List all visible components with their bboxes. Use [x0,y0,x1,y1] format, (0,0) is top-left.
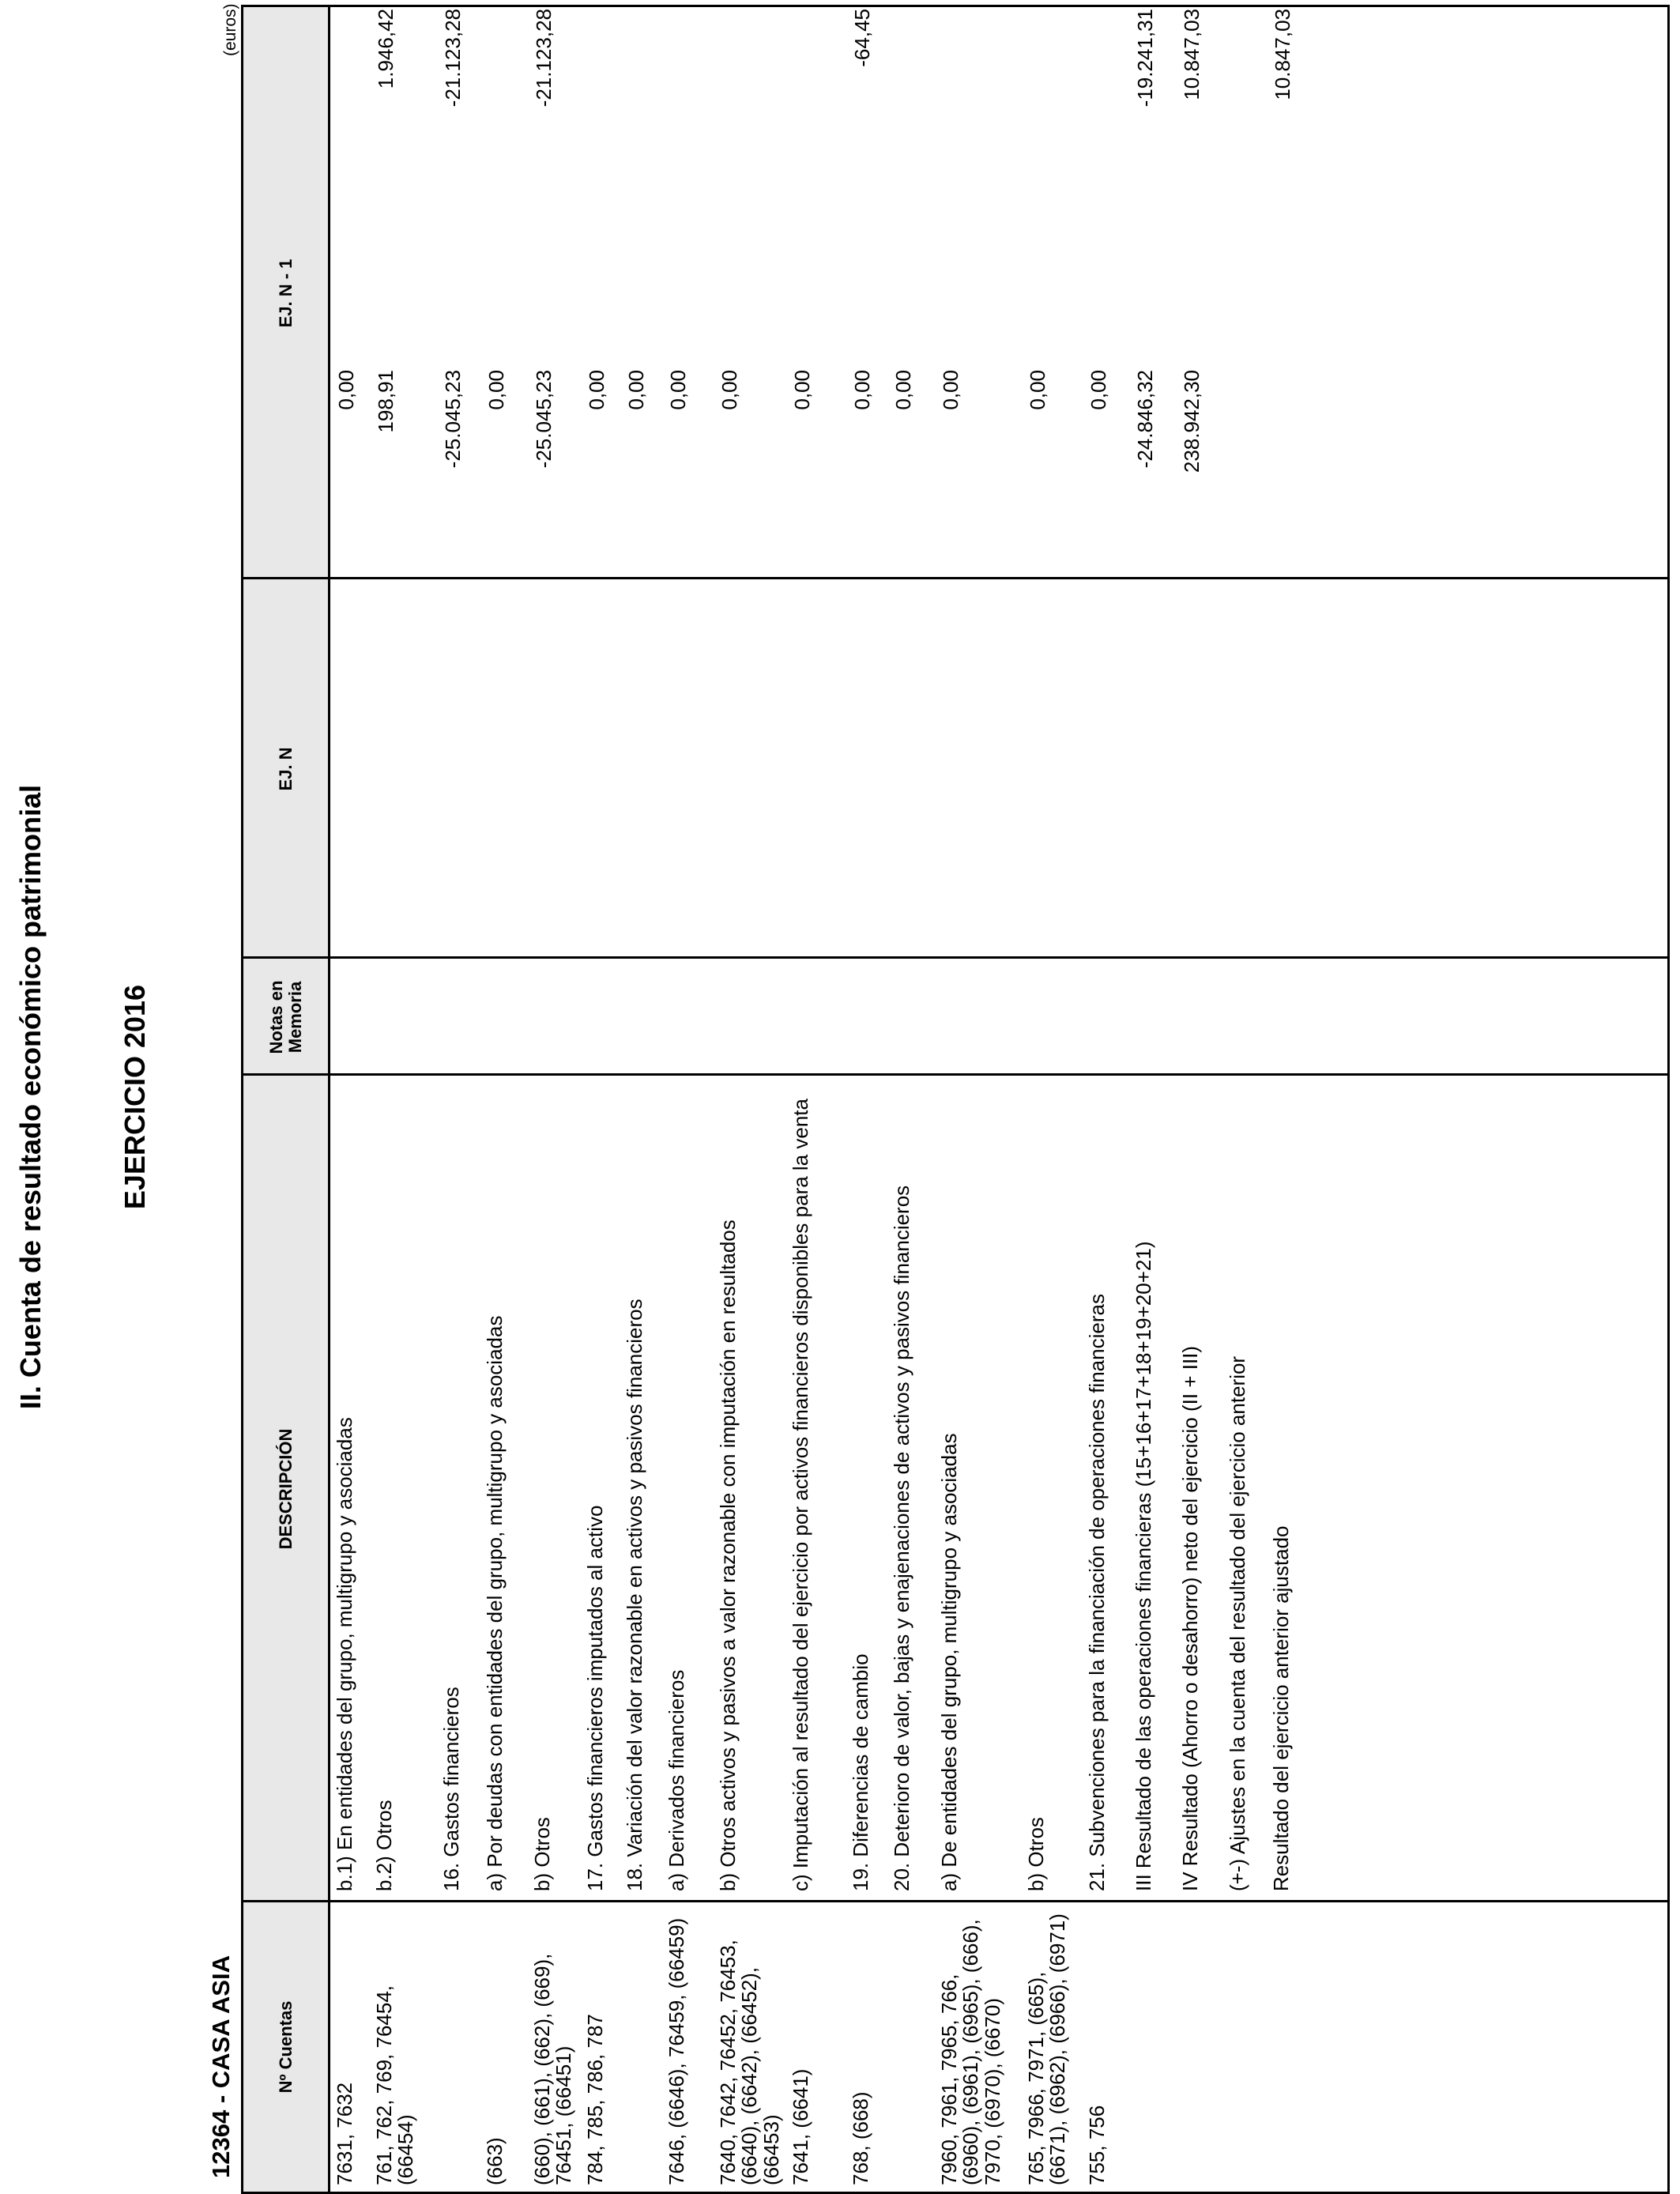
cell-descripcion: 18. Variación del valor razonable en activos y pasivos financieros [623,1299,646,1891]
cell-cuentas: 784, 785, 786, 787 [583,2014,607,2185]
cell-ejn: 0,00 [624,370,648,410]
cell-ejn: -25.045,23 [532,370,556,469]
cell-ejn: 0,00 [718,370,741,410]
cell-descripcion: (+-) Ajustes en la cuenta del resultado del ejercicio anterior [1226,1355,1249,1891]
cell-ejn1: -19.241,31 [1133,9,1157,107]
cell-ejn1: 10.847,03 [1180,9,1203,100]
cell-ejn: 0,00 [850,370,874,410]
table-header [243,7,330,2192]
cell-descripcion: b.2) Otros [372,1800,396,1891]
cell-cuentas: 7640, 7642, 76452, 76453, (6640), (6642), (66452), (66453) [716,1940,783,2185]
cell-cuentas: 755, 756 [1085,2105,1109,2185]
col-header-notas: Notas en Memoria [266,980,305,1054]
cell-descripcion: a) Derivados financieros [665,1669,688,1891]
cell-cuentas: 7646, (6646), 76459, (66459) [665,1917,688,2185]
cell-descripcion: 16. Gastos financieros [439,1687,463,1891]
cell-cuentas: 7960, 7961, 7965, 766, (6960), (6961), (6965), (666), 7970, (6970), (6670) [937,1919,1004,2185]
cell-descripcion: b) Otros activos y pasivos a valor razonable con imputación en resultados [716,1220,740,1891]
cell-cuentas: 7631, 7632 [333,2082,356,2185]
cell-descripcion: 17. Gastos financieros imputados al activo [583,1505,607,1891]
cell-ejn: 0,00 [939,370,962,410]
cell-cuentas: 768, (668) [849,2091,872,2185]
col-divider [243,1900,1667,1902]
col-divider [243,956,1667,959]
cell-descripcion: a) Por deudas con entidades del grupo, multigrupo y asociadas [483,1315,507,1891]
cell-cuentas: 761, 762, 769, 76454, (66454) [372,1985,418,2185]
col-header-ejn: EJ. N [275,747,296,791]
cell-ejn1: 10.847,03 [1271,9,1294,100]
cell-ejn1: -21.123,28 [441,9,465,107]
cell-ejn: 0,00 [790,370,814,410]
cell-ejn: 198,91 [374,370,397,433]
cell-ejn1: -64,45 [850,9,874,67]
cell-descripcion: Resultado del ejercicio anterior ajustado [1269,1525,1293,1891]
col-divider [243,1073,1667,1076]
cell-descripcion: IV Resultado (Ahorro o desahorro) neto del ejercicio (II + III) [1178,1345,1202,1891]
cell-descripcion: a) De entidades del grupo, multigrupo y asociadas [937,1433,961,1891]
cell-cuentas: 7641, (6641) [789,2068,812,2185]
cell-ejn: 238.942,30 [1180,370,1203,473]
col-header-ejn1: EJ. N - 1 [275,258,296,328]
cell-descripcion: 21. Subvenciones para la financiación de operaciones financieras [1085,1294,1109,1891]
currency-unit: (euros) [221,3,239,56]
entity-name: 12364 - CASA ASIA [207,1955,235,2178]
cell-ejn: 0,00 [334,370,358,410]
exercise-title: EJERCICIO 2016 [119,984,151,1210]
cell-descripcion: 20. Deterioro de valor, bajas y enajenaciones de activos y pasivos financieros [890,1185,913,1891]
cell-ejn: 0,00 [1026,370,1049,410]
cell-descripcion: b) Otros [530,1817,554,1891]
page-title: II. Cuenta de resultado económico patrimonial [14,784,47,1410]
cell-ejn: -24.846,32 [1133,370,1157,469]
cell-descripcion: c) Imputación al resultado del ejercicio por activos financieros disponibles para la venta [789,1099,812,1891]
cell-cuentas: (663) [483,2137,507,2185]
cell-ejn: 0,00 [585,370,608,410]
results-table [241,5,1670,2194]
cell-descripcion: III Resultado de las operaciones financieras (15+16+17+18+19+20+21) [1132,1241,1155,1891]
cell-cuentas: 765, 7966, 7971, (665), (6671), (6962), (6966), (6971) [1024,1913,1070,2185]
cell-descripcion: b) Otros [1024,1817,1048,1891]
cell-ejn: 0,00 [666,370,690,410]
cell-descripcion: 19. Diferencias de cambio [849,1653,872,1891]
col-header-cuentas: Nº Cuentas [275,2000,296,2094]
cell-ejn1: -21.123,28 [532,9,556,107]
cell-ejn: 0,00 [1087,370,1110,410]
col-header-descripcion: DESCRIPCIÓN [275,1428,296,1550]
cell-ejn: 0,00 [484,370,508,410]
cell-descripcion: b.1) En entidades del grupo, multigrupo y asociadas [333,1417,356,1891]
cell-ejn: 0,00 [891,370,915,410]
cell-cuentas: (660), (661), (662), (669), 76451, (66451) [530,1953,576,2185]
cell-ejn: -25.045,23 [441,370,465,469]
cell-ejn1: 1.946,42 [374,9,397,89]
